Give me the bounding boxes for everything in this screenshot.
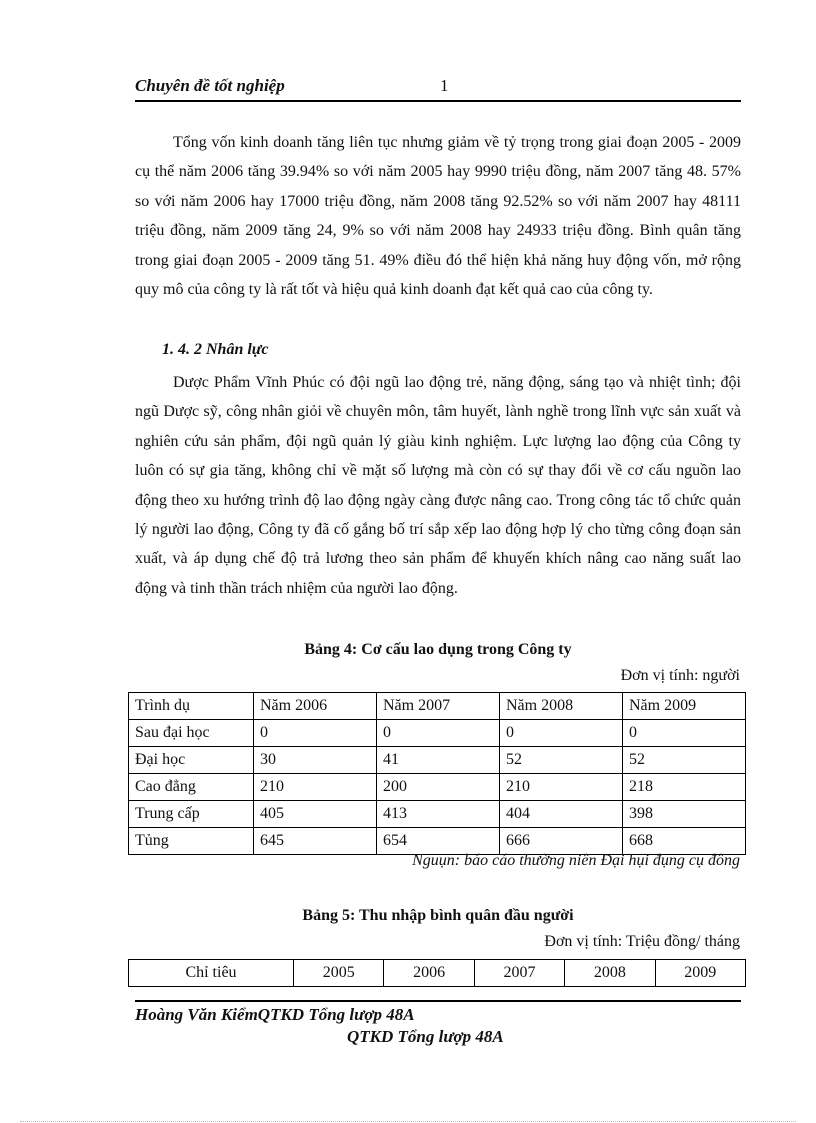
- footer-author: Hoàng Văn KiểmQTKD Tổng lượp 48A: [135, 1005, 415, 1024]
- table-cell: 654: [377, 828, 500, 855]
- table5-caption: Bảng 5: Thu nhập bình quân đầu người: [302, 907, 574, 924]
- table-row: [129, 774, 746, 801]
- page-header: [135, 74, 741, 102]
- table-header-cell: 2007: [474, 960, 564, 987]
- table-cell: 413: [377, 801, 500, 828]
- table-cell: Tủng: [129, 828, 254, 855]
- table4-caption: Bảng 4: Cơ cấu lao dụng trong Công ty: [304, 641, 572, 658]
- table-header-cell: Năm 2006: [254, 693, 377, 720]
- page-edge-divider: [20, 1121, 796, 1122]
- table-header-cell: Năm 2009: [623, 693, 746, 720]
- income-table: [128, 959, 746, 987]
- table-cell: Trung cấp: [129, 801, 254, 828]
- table-cell: 41: [377, 747, 500, 774]
- section-heading: 1. 4. 2 Nhân lực: [162, 341, 269, 358]
- table-cell: 666: [500, 828, 623, 855]
- table4-unit: Đơn vị tính: người: [620, 667, 740, 684]
- page-number: 1: [440, 76, 449, 95]
- table-cell: 218: [623, 774, 746, 801]
- table-row: [129, 720, 746, 747]
- table-header-cell: 2006: [384, 960, 474, 987]
- table-header-cell: Năm 2008: [500, 693, 623, 720]
- footer-divider: [135, 1000, 741, 1002]
- table-cell: 52: [500, 747, 623, 774]
- paragraph-capital: Tổng vốn kinh doanh tăng liên tục nhưng giảm về tỷ trọng trong giai đoạn 2005 - 2009 cụ thể năm 2006 tăng 39.94% so với năm 2005 hay 9990 triệu đồng, năm 2007 tăng 48. 57% so với năm 2006 hay 17000 triệu đồng, năm 2008 tăng 92.52% so với năm 2007 hay 48111 triệu đồng, năm 2009 tăng 24, 9% so với năm 2008 hay 24933 triệu đồng. Bình quân tăng trong giai đoạn 2005 - 2009 tăng 51. 49% điều đó thể hiện khả năng huy động vốn, mở rộng quy mô của công ty là rất tốt và hiệu quả kinh doanh đạt kết quả cao của công ty.: [135, 134, 741, 299]
- table-header-row: [129, 693, 746, 720]
- table-cell: 0: [254, 720, 377, 747]
- table-cell: Sau đại học: [129, 720, 254, 747]
- table-header-cell: Chỉ tiêu: [129, 960, 294, 987]
- table-cell: 0: [623, 720, 746, 747]
- table-header-cell: Trình dụ: [129, 693, 254, 720]
- table-cell: 52: [623, 747, 746, 774]
- table-cell: 30: [254, 747, 377, 774]
- table-cell: 398: [623, 801, 746, 828]
- table-row: [129, 828, 746, 855]
- table-header-row: [129, 960, 746, 987]
- table4-source: Nguụn: báo cáo thường niên Đại hụi đụng cụ đông: [412, 852, 740, 869]
- table-cell: 0: [500, 720, 623, 747]
- table-cell: 668: [623, 828, 746, 855]
- table-cell: 200: [377, 774, 500, 801]
- header-title: Chuyên đề tốt nghiệp: [135, 76, 285, 95]
- table-cell: 210: [254, 774, 377, 801]
- table-header-cell: 2009: [655, 960, 745, 987]
- labor-structure-table: [128, 692, 746, 855]
- table-cell: Cao đẳng: [129, 774, 254, 801]
- table-cell: 405: [254, 801, 377, 828]
- table-cell: Đại học: [129, 747, 254, 774]
- table-cell: 404: [500, 801, 623, 828]
- table-header-cell: Năm 2007: [377, 693, 500, 720]
- table-header-cell: 2008: [565, 960, 655, 987]
- table-cell: 210: [500, 774, 623, 801]
- table-header-cell: 2005: [294, 960, 384, 987]
- paragraph-workforce: Dược Phẩm Vĩnh Phúc có đội ngũ lao động trẻ, năng động, sáng tạo và nhiệt tình; đội ngũ Dược sỹ, công nhân giỏi về chuyên môn, tâm huyết, lành nghề trong lĩnh vực sản xuất và nghiên cứu sản phẩm, đội ngũ quản lý giàu kinh nghiệm. Lực lượng lao động của Công ty luôn có sự gia tăng, không chỉ về mặt số lượng mà còn có sự thay đổi về cơ cấu nguồn lao động theo xu hướng trình độ lao động ngày càng được nâng cao. Trong công tác tổ chức quản lý người lao động, Công ty đã cố gắng bố trí sắp xếp lao động hợp lý cho từng công đoạn sản xuất, và áp dụng chế độ trả lương theo sản phẩm để khuyến khích nâng cao năng suất lao động và tinh thần trách nhiệm của người lao động.: [135, 374, 741, 597]
- table-row: [129, 801, 746, 828]
- table5-unit: Đơn vị tính: Triệu đồng/ tháng: [544, 933, 740, 950]
- footer-class: QTKD Tổng lượp 48A: [347, 1027, 504, 1046]
- table-row: [129, 747, 746, 774]
- table-cell: 0: [377, 720, 500, 747]
- table-cell: 645: [254, 828, 377, 855]
